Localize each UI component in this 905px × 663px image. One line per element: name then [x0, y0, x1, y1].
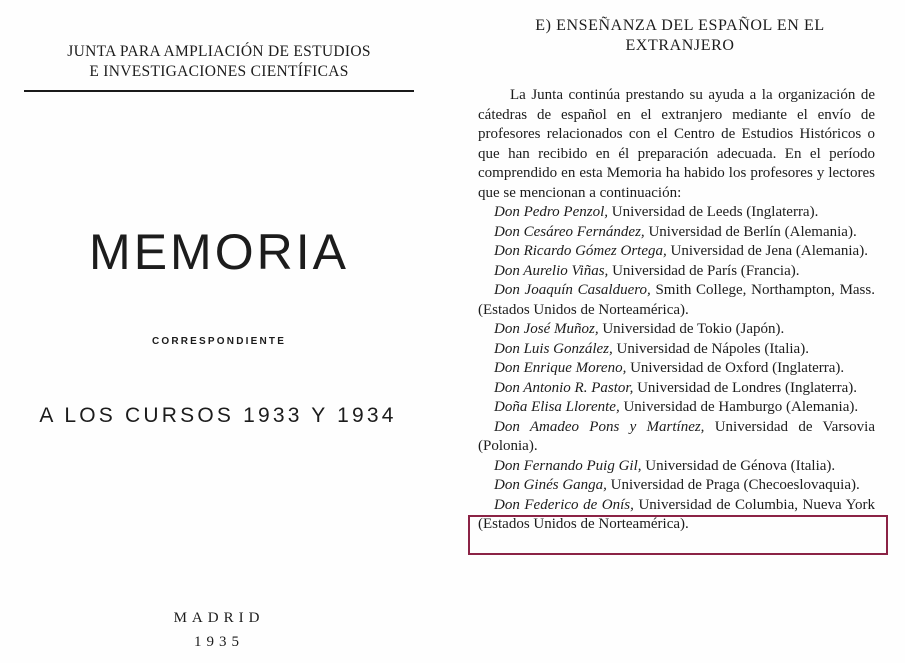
list-item: [478, 262, 875, 282]
body-text: [478, 86, 875, 535]
list-item: [478, 203, 875, 223]
list-item: [478, 476, 875, 496]
list-item: [478, 379, 875, 399]
professor-name: Don Luis González,: [494, 340, 613, 357]
university-name: Universidad de París (Francia).: [608, 262, 800, 279]
professor-name: Don Enrique Moreno,: [494, 360, 627, 376]
university-name: Universidad de Berlín (Alemania).: [644, 223, 857, 240]
university-name: Universidad de Nápoles (Italia).: [612, 340, 809, 357]
professor-name: Don Amadeo Pons y Martínez,: [494, 418, 705, 435]
university-name: Smith College, Northampton, Mass. (Estados Unidos de Norteamérica).: [478, 282, 875, 318]
institution-line-2: E INVESTIGACIONES CIENTÍFICAS: [89, 63, 349, 80]
university-name: Universidad de Praga (Checoeslovaquia).: [606, 477, 860, 493]
list-item: [478, 281, 875, 320]
university-name: Universidad de Varsovia (Polonia).: [478, 418, 875, 454]
professor-name: Don Ginés Ganga,: [494, 477, 607, 493]
list-item: [478, 418, 875, 457]
university-name: Universidad de Hamburgo (Alemania).: [619, 399, 859, 415]
institution-line-1: JUNTA PARA AMPLIACIÓN DE ESTUDIOS: [67, 43, 371, 60]
section-heading: [470, 16, 890, 56]
professor-name: Doña Elisa Llorente,: [494, 399, 620, 415]
professor-name: Don Cesáreo Fernández,: [494, 223, 645, 240]
university-name: Universidad de Londres (Inglaterra).: [633, 379, 857, 396]
subtitle: CORRESPONDIENTE: [151, 336, 287, 347]
university-name: Universidad de Tokio (Japón).: [598, 321, 785, 337]
list-item: [478, 359, 875, 379]
professor-name: Don Fernando Puig Gil,: [494, 457, 642, 474]
list-item: [478, 320, 875, 340]
professor-name: Don Ricardo Gómez Ortega,: [494, 243, 667, 259]
header-rule: [24, 90, 414, 92]
university-name: Universidad de Génova (Italia).: [641, 457, 836, 474]
university-name: Universidad de Oxford (Inglaterra).: [626, 360, 845, 376]
list-item: [478, 340, 875, 360]
list-item: [478, 398, 875, 418]
publication-year: 1935: [194, 634, 244, 650]
publication-city: MADRID: [173, 610, 265, 626]
list-item: [478, 457, 875, 477]
university-name: Universidad de Jena (Alemania).: [666, 243, 868, 259]
text-page: [460, 0, 905, 663]
professor-name: Don Antonio R. Pastor,: [494, 379, 634, 396]
list-item: [478, 223, 875, 243]
list-item: [478, 242, 875, 262]
institution-name: [24, 42, 414, 82]
courses-heading: A LOS CURSOS 1933 Y 1934: [39, 404, 397, 427]
page-title: MEMORIA: [89, 224, 349, 280]
professor-list: [478, 203, 875, 535]
list-item: [478, 496, 875, 535]
professor-name: Don Joaquín Casalduero,: [494, 282, 651, 298]
professor-name: Don Pedro Penzol,: [494, 204, 609, 220]
university-name: Universidad de Leeds (Inglaterra).: [608, 204, 819, 220]
professor-name: Don José Muñoz,: [494, 321, 599, 337]
section-heading-line-2: EXTRANJERO: [625, 37, 735, 54]
professor-name: Don Federico de Onís,: [494, 496, 634, 513]
professor-name: Don Aurelio Viñas,: [494, 262, 609, 279]
intro-paragraph: La Junta continúa prestando su ayuda a la organización de cátedras de español en el extranjero mediante el envío de profesores relacionados con el Centro de Estudios Históricos o que han recibido en él preparación adecuada. En el período comprendido en esta Memoria ha habido los profesores y lectores que se mencionan a continuación:: [478, 87, 875, 201]
university-name: Universidad de Columbia, Nueva York (Estados Unidos de Norteamérica).: [478, 496, 876, 532]
title-page: [0, 0, 440, 663]
section-heading-line-1: E) ENSEÑANZA DEL ESPAÑOL EN EL: [535, 17, 825, 34]
